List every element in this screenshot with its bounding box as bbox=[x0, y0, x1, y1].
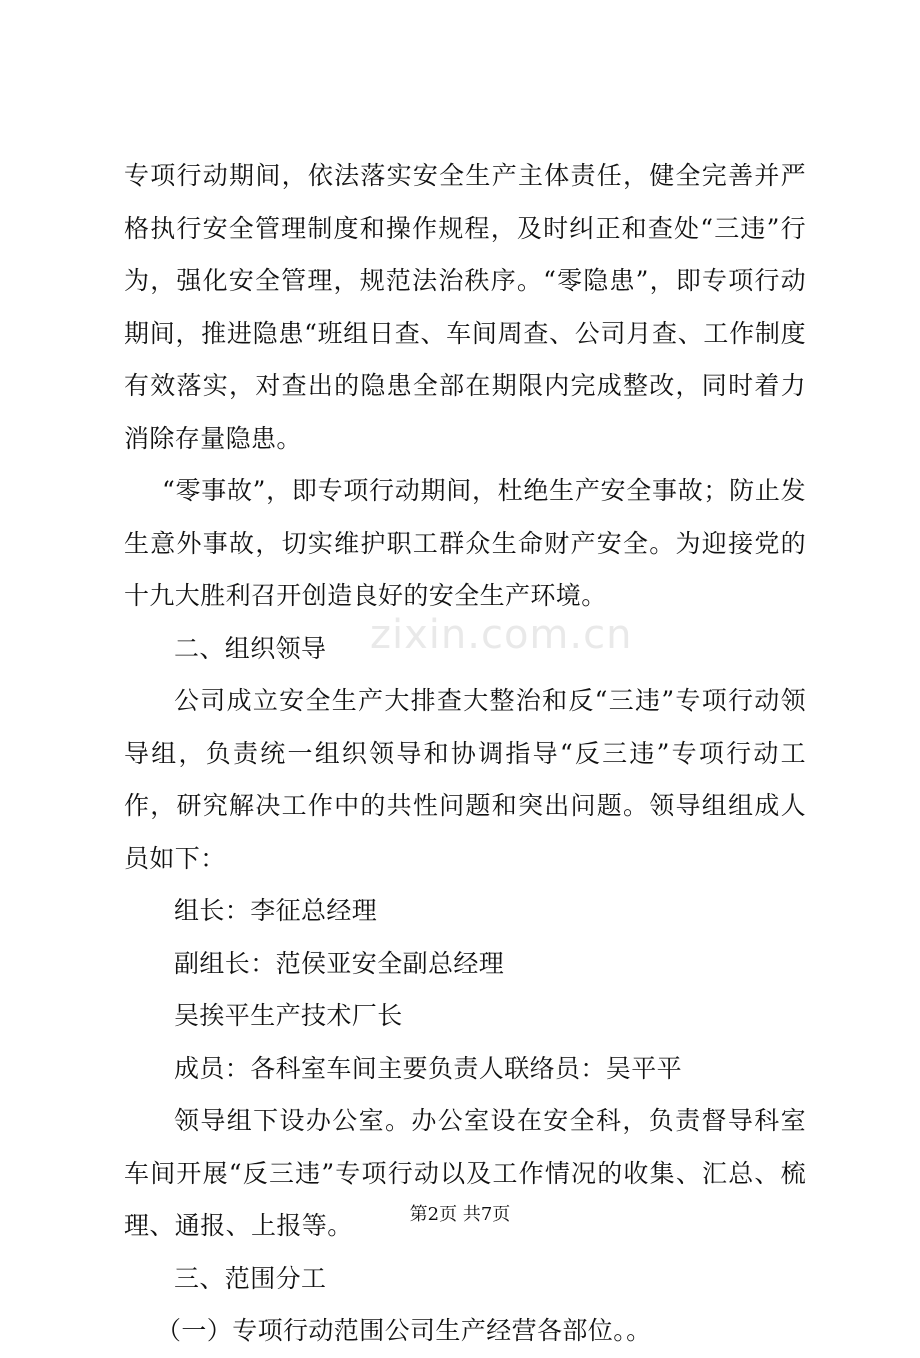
document-body bbox=[124, 150, 806, 1358]
page-number-footer: 第2页 共7页 bbox=[409, 1204, 511, 1225]
section-heading-organization: 二、组织领导 bbox=[174, 633, 327, 663]
group-leader-line: 组长：李征总经理 bbox=[174, 896, 378, 925]
members-line: 成员：各科室车间主要负责人联络员：吴平平 bbox=[174, 1053, 683, 1083]
paragraph-scope-item-1: （一）专项行动范围公司生产经营各部位。。 bbox=[156, 1316, 652, 1345]
watermark: zixin.com.cn bbox=[370, 612, 633, 658]
paragraph-leadership-group: 公司成立安全生产大排查大整治和反“三违”专项行动领导组，负责统一组织领导和协调指导“反三违”专项行动工作，研究解决工作中的共性问题和突出问题。领导组组成人员如下： bbox=[124, 686, 806, 873]
paragraph-responsibility: 专项行动期间，依法落实安全生产主体责任，健全完善并严格执行安全管理制度和操作规程，及时纠正和查处“三违”行为，强化安全管理，规范法治秩序。“零隐患”，即专项行动期间，推进隐患“班组日查、车间周查、公司月查、工作制度有效落实，对查出的隐患全部在期限内完成整改，同时着力消除存量隐患。 bbox=[124, 161, 806, 453]
paragraph-zero-accident: “零事故”，即专项行动期间，杜绝生产安全事故；防止发生意外事故，切实维护职工群众生命财产安全。为迎接党的十九大胜利召开创造良好的安全生产环境。 bbox=[124, 476, 806, 610]
deputy-leader-second-line: 吴挨平生产技术厂长 bbox=[174, 1001, 403, 1030]
section-heading-scope: 三、范围分工 bbox=[174, 1263, 327, 1293]
deputy-leader-line: 副组长：范侯亚安全副总经理 bbox=[174, 948, 505, 978]
paragraph-office: 领导组下设办公室。办公室设在安全科，负责督导科室车间开展“反三违”专项行动以及工作情况的收集、汇总、梳理、通报、上报等。 bbox=[124, 1106, 806, 1240]
